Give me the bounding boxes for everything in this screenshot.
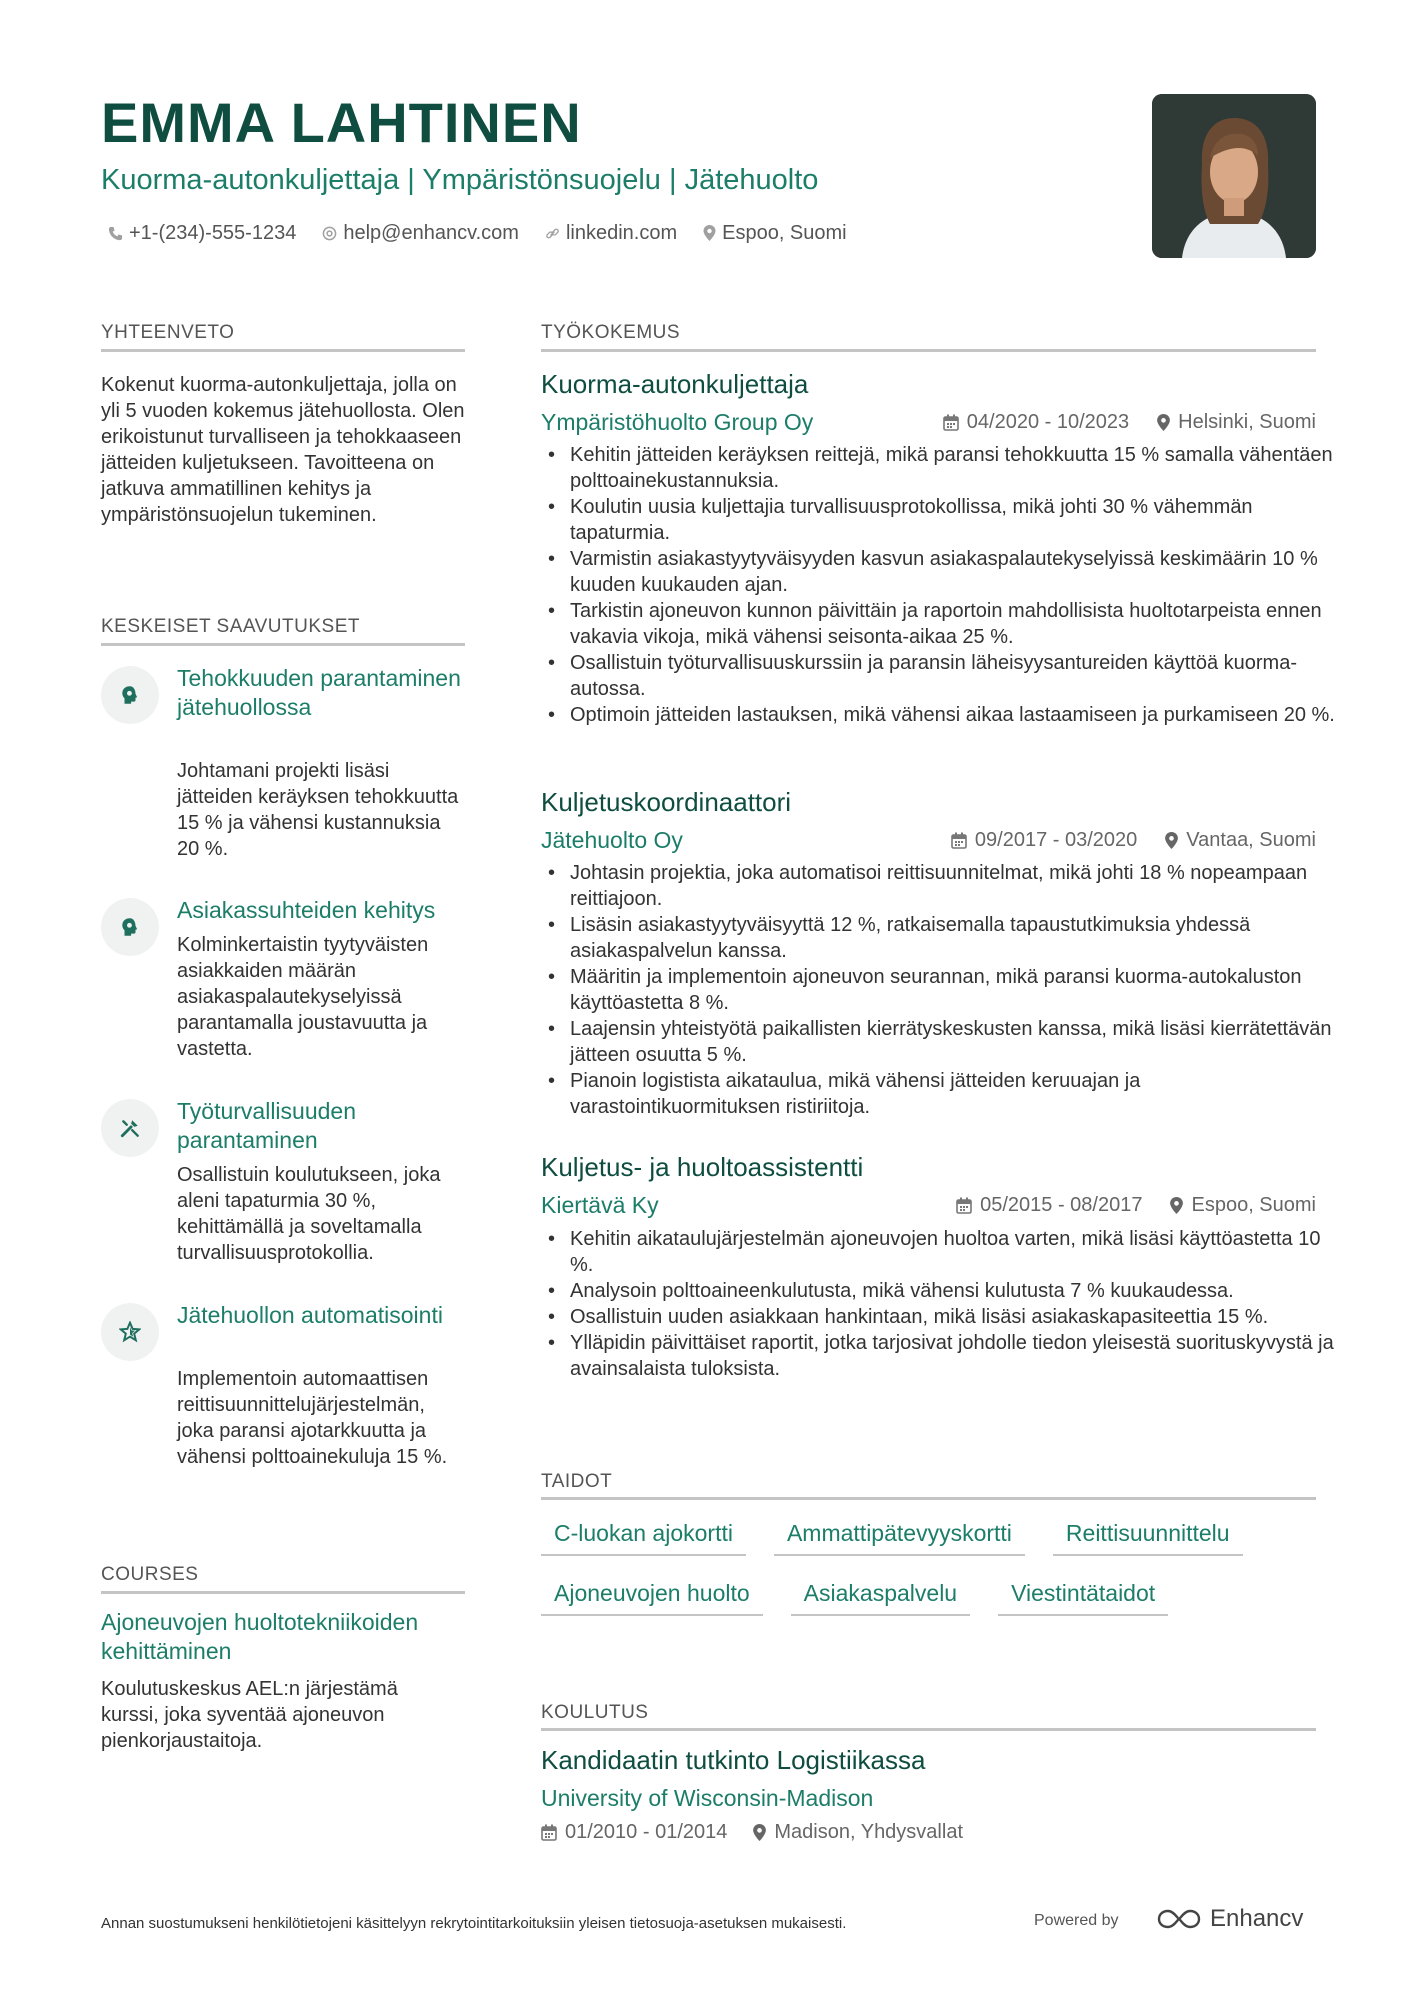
education-section-title: KOULUTUS — [541, 1702, 649, 1723]
head-gear-icon — [119, 916, 141, 938]
head-gear-icon — [119, 684, 141, 706]
achievement-item — [101, 664, 465, 864]
job-bullet: • Pianoin logistista aikataulua, mikä vähensi jätteiden keruuajan ja varastointikuormituksen ristiriitoja. — [570, 1068, 1340, 1120]
education-degree: Kandidaatin tutkinto Logistiikassa — [541, 1745, 926, 1775]
tools-icon — [119, 1117, 141, 1139]
job-bullet: • Koulutin uusia kuljettajia turvallisuusprotokollissa, mikä johti 30 % vähemmän tapaturmia. — [570, 494, 1340, 546]
enhancv-logo[interactable] — [1156, 1904, 1303, 1934]
skill-tag: Ajoneuvojen huolto — [541, 1574, 763, 1616]
powered-by-label: Powered by — [1034, 1912, 1119, 1929]
gdpr-consent-note: Annan suostumukseni henkilötietojeni käsittelyyn rekrytointitarkoituksiin yleisen tietosuoja-asetuksen mukaisesti. — [101, 1915, 847, 1932]
education-dates — [541, 1817, 727, 1847]
job-title: Kuljetus- ja huoltoassistentti — [541, 1152, 864, 1182]
job-bullet: • Lisäsin asiakastyytyväisyyttä 12 %, ratkaisemalla tapaustutkimuksia yhdessä asiakaspalvelun kanssa. — [570, 912, 1340, 964]
skill-tag: C-luokan ajokortti — [541, 1514, 746, 1556]
achievement-desc: Osallistuin koulutukseen, joka aleni tapaturmia 30 %, kehittämällä ja soveltamalla turvallisuusprotokollia. — [177, 1164, 441, 1264]
achievement-title: Asiakassuhteiden kehitys — [177, 897, 436, 923]
experience-section-title: TYÖKOKEMUS — [541, 322, 681, 343]
location-icon — [703, 225, 716, 241]
job-bullet: • Tarkistin ajoneuvon kunnon päivittäin ja raportoin mahdollisista huoltotarpeista ennen vakavia vikoja, mikä vähensi seisonta-aikaa 25 %. — [570, 598, 1340, 650]
courses-divider — [101, 1591, 465, 1594]
summary-section-title: YHTEENVETO — [101, 322, 235, 343]
achievement-desc: Johtamani projekti lisäsi jätteiden keräyksen tehokkuutta 15 % ja vähensi kustannuksia 20 %. — [177, 760, 459, 860]
courses-section-title: COURSES — [101, 1564, 199, 1585]
job-bullet: • Analysoin polttoaineenkulutusta, mikä vähensi kulutusta 7 % kuukaudessa. — [570, 1278, 1340, 1304]
education-location-text: Madison, Yhdysvallat — [774, 1821, 963, 1843]
job-dates-text: 09/2017 - 03/2020 — [974, 829, 1138, 851]
job-bullets — [546, 1226, 1340, 1382]
enhancv-logo-icon — [1156, 1907, 1202, 1931]
summary-text: Kokenut kuorma-autonkuljettaja, jolla on yli 5 vuoden kokemus jätehuollosta. Olen erikoistunut turvalliseen ja tehokkaaseen jätteiden kuljetukseen. Tavoitteena on jatkuva ammatillinen kehitys ja ympäristönsuojelun tukeminen. — [101, 374, 465, 526]
achievement-title: Jätehuollon automatisointi — [177, 1302, 443, 1328]
job-location-text: Helsinki, Suomi — [1178, 411, 1316, 433]
skill-tag: Asiakaspalvelu — [791, 1574, 970, 1616]
job-bullets — [546, 442, 1340, 728]
job-location-text: Vantaa, Suomi — [1186, 829, 1316, 851]
enhancv-logo-text: Enhancv — [1210, 1905, 1304, 1932]
star-icon — [119, 1321, 141, 1343]
job-dates-text: 05/2015 - 08/2017 — [980, 1194, 1143, 1216]
achievement-icon-badge — [101, 1303, 159, 1361]
calendar-icon — [943, 414, 959, 431]
job-dates-text: 04/2020 - 10/2023 — [966, 411, 1130, 433]
achievement-desc: Implementoin automaattisen reittisuunnittelujärjestelmän, joka paransi ajotarkkuutta ja vähensi polttoainekuluja 15 %. — [177, 1368, 448, 1468]
skills-section-title: TAIDOT — [541, 1471, 613, 1492]
calendar-icon — [956, 1197, 972, 1214]
contact-email — [322, 219, 519, 247]
link-icon — [545, 226, 560, 241]
education-school: University of Wisconsin-Madison — [541, 1785, 874, 1811]
calendar-icon — [951, 832, 967, 849]
contact-linkedin — [545, 219, 677, 247]
contact-linkedin-text[interactable]: linkedin.com — [565, 222, 678, 244]
education-location — [753, 1817, 963, 1847]
job-bullet: • Laajensin yhteistyötä paikallisten kierrätyskeskusten kanssa, mikä lisäsi kierrätettävän jätteen osuutta 5 %. — [570, 1016, 1340, 1068]
job-bullet: • Johtasin projektia, joka automatisoi reittisuunnitelmat, mikä johti 18 % nopeampaan reittiajoon. — [570, 860, 1340, 912]
job-bullet: • Osallistuin työturvallisuuskurssiin ja paransin läheisyysantureiden käyttöä kuorma-autossa. — [570, 650, 1340, 702]
contact-location — [703, 219, 847, 247]
location-icon — [1165, 832, 1178, 849]
location-icon — [1157, 414, 1170, 431]
job-bullet: • Ylläpidin päivittäiset raportit, jotka tarjosivat johdolle tiedon yleisestä suorituskyvystä ja avainsalaista tuloksista. — [570, 1330, 1340, 1382]
skill-tag: Viestintätaidot — [998, 1574, 1168, 1616]
experience-divider — [541, 349, 1316, 352]
job-meta — [943, 407, 1316, 437]
job-location-text: Espoo, Suomi — [1191, 1194, 1316, 1216]
job-company: Jätehuolto Oy — [541, 827, 683, 853]
candidate-name: EMMA LAHTINEN — [101, 91, 582, 154]
job-meta — [951, 825, 1316, 855]
at-icon — [322, 226, 337, 241]
job-title: Kuljetuskoordinaattori — [541, 787, 792, 817]
phone-icon — [108, 226, 123, 241]
achievement-desc: Kolminkertaistin tyytyväisten asiakkaiden määrän asiakaspalautekyselyissä parantamalla joustavuutta ja vastetta. — [177, 934, 429, 1060]
job-company: Ympäristöhuolto Group Oy — [541, 409, 814, 435]
skills-list — [541, 1514, 1316, 1616]
job-meta — [956, 1190, 1316, 1220]
skill-tag: Reittisuunnittelu — [1053, 1514, 1243, 1556]
contact-phone-text[interactable]: +1-(234)-555-1234 — [129, 222, 297, 244]
summary-divider — [101, 349, 465, 352]
achievements-section-title: KESKEISET SAAVUTUKSET — [101, 616, 360, 637]
profile-photo — [1152, 94, 1316, 258]
job-bullet: • Optimoin jätteiden lastauksen, mikä vähensi aikaa lastaamiseen ja purkamiseen 20 %. — [570, 702, 1340, 728]
course-desc: Koulutuskeskus AEL:n järjestämä kurssi, joka syventää ajoneuvon pienkorjaustaitoja. — [101, 1678, 398, 1752]
job-dates — [951, 825, 1137, 855]
location-icon — [1170, 1197, 1183, 1214]
job-location — [1170, 1190, 1316, 1220]
skill-tag: Ammattipätevyyskortti — [774, 1514, 1025, 1556]
achievement-item — [101, 1097, 465, 1267]
achievement-icon-badge — [101, 898, 159, 956]
achievement-icon-badge — [101, 666, 159, 724]
education-meta — [541, 1817, 963, 1847]
achievement-item — [101, 1301, 465, 1501]
contact-phone — [108, 219, 296, 247]
job-location — [1165, 825, 1316, 855]
job-bullet: • Varmistin asiakastyytyväisyyden kasvun asiakaspalautekyselyissä keskimäärin 10 % kuuden kuukauden ajan. — [570, 546, 1340, 598]
achievement-title: Työturvallisuuden parantaminen — [177, 1098, 356, 1153]
course-title: Ajoneuvojen huoltotekniikoiden kehittäminen — [101, 1609, 419, 1664]
job-dates — [956, 1190, 1142, 1220]
contact-list — [108, 219, 847, 247]
education-divider — [541, 1728, 1316, 1731]
contact-email-text[interactable]: help@enhancv.com — [343, 222, 519, 244]
job-bullet: • Kehitin jätteiden keräyksen reittejä, mikä paransi tehokkuutta 15 % samalla vähentäen polttoainekustannuksia. — [570, 442, 1340, 494]
job-location — [1157, 407, 1316, 437]
skills-divider — [541, 1497, 1316, 1500]
job-bullet: • Määritin ja implementoin ajoneuvon seurannan, mikä paransi kuorma-autokaluston käyttöastetta 8 %. — [570, 964, 1340, 1016]
job-bullets — [546, 860, 1340, 1120]
achievement-icon-badge — [101, 1099, 159, 1157]
education-dates-text: 01/2010 - 01/2014 — [565, 1821, 728, 1843]
job-bullet: • Kehitin aikataulujärjestelmän ajoneuvojen huoltoa varten, mikä lisäsi käyttöastetta 10 %. — [570, 1226, 1340, 1278]
contact-location-text: Espoo, Suomi — [722, 222, 847, 244]
job-dates — [943, 407, 1129, 437]
achievements-divider — [101, 643, 465, 646]
calendar-icon — [541, 1824, 557, 1841]
location-icon — [753, 1824, 766, 1841]
candidate-title: Kuorma-autonkuljettaja | Ympäristönsuojelu | Jätehuolto — [101, 164, 819, 196]
job-bullet: • Osallistuin uuden asiakkaan hankintaan, mikä lisäsi asiakaskapasiteettia 15 %. — [570, 1304, 1340, 1330]
job-company: Kiertävä Ky — [541, 1192, 659, 1218]
job-title: Kuorma-autonkuljettaja — [541, 369, 809, 399]
achievement-title: Tehokkuuden parantaminen jätehuollossa — [177, 665, 461, 720]
achievement-item — [101, 896, 465, 1076]
